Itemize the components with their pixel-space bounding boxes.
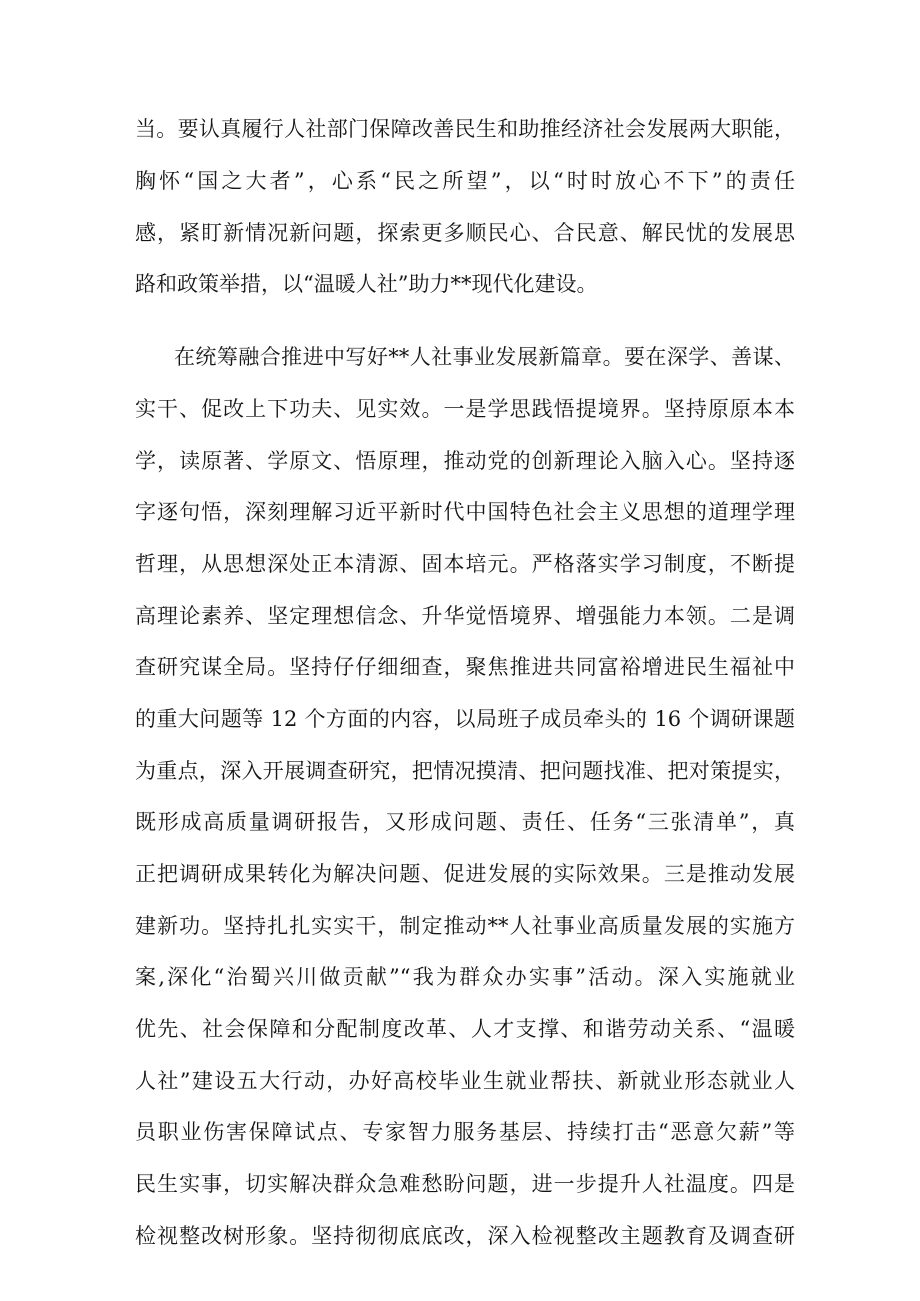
paragraph-2-line-10: 既形成高质量调研报告，又形成问题、责任、任务“三张清单”，真 [135,810,795,834]
paragraph-1-line-4: 路和政策举措，以“温暖人社”助力**现代化建设。 [135,272,598,296]
paragraph-2-line-7: 查研究谋全局。坚持仔仔细细查，聚焦推进共同富裕增进民生福祉中 [135,655,795,679]
paragraph-2-line-3: 学，读原著、学原文、悟原理，推动党的创新理论入脑入心。坚持逐 [135,449,795,473]
paragraph-2-line-5: 哲理，从思想深处正本清源、固本培元。严格落实学习制度，不断提 [135,552,795,576]
paragraph-2-line-4: 字逐句悟，深刻理解习近平新时代中国特色社会主义思想的道理学理 [135,500,795,524]
paragraph-2-line-12: 建新功。坚持扎扎实实干，制定推动**人社事业高质量发展的实施方 [135,914,795,938]
paragraph-2-line-9: 为重点，深入开展调查研究，把情况摸清、把问题找准、把对策提实， [135,759,795,783]
paragraph-2-line-2: 实干、促改上下功夫、见实效。一是学思践悟提境界。坚持原原本本 [135,397,795,421]
paragraph-1-line-3: 感，紧盯新情况新问题，探索更多顺民心、合民意、解民忧的发展思 [135,221,795,245]
paragraph-2-line-15: 人社”建设五大行动，办好高校毕业生就业帮扶、新就业形态就业人 [135,1069,795,1093]
paragraph-2-line-13: 案,深化“治蜀兴川做贡献”“我为群众办实事”活动。深入实施就业 [135,965,795,989]
paragraph-1-line-2: 胸怀“国之大者”，心系“民之所望”，以“时时放心不下”的责任 [135,169,795,193]
paragraph-2-line-6: 高理论素养、坚定理想信念、升华觉悟境界、增强能力本领。二是调 [135,604,795,628]
paragraph-2-line-16: 员职业伤害保障试点、专家智力服务基层、持续打击“恶意欠薪”等 [135,1120,795,1144]
paragraph-1-line-1: 当。要认真履行人社部门保障改善民生和助推经济社会发展两大职能， [135,117,795,141]
paragraph-2-line-14: 优先、社会保障和分配制度改革、人才支撑、和谐劳动关系、“温暖 [135,1017,795,1041]
paragraph-2-line-1: 在统筹融合推进中写好**人社事业发展新篇章。要在深学、善谋、 [174,345,795,369]
paragraph-2-line-17: 民生实事，切实解决群众急难愁盼问题，进一步提升人社温度。四是 [135,1172,795,1196]
paragraph-2-line-8: 的重大问题等 12 个方面的内容，以局班子成员牵头的 16 个调研课题 [135,707,795,731]
paragraph-2-line-18: 检视整改树形象。坚持彻彻底底改，深入检视整改主题教育及调查研 [135,1224,795,1248]
paragraph-2-line-11: 正把调研成果转化为解决问题、促进发展的实际效果。三是推动发展 [135,862,795,886]
